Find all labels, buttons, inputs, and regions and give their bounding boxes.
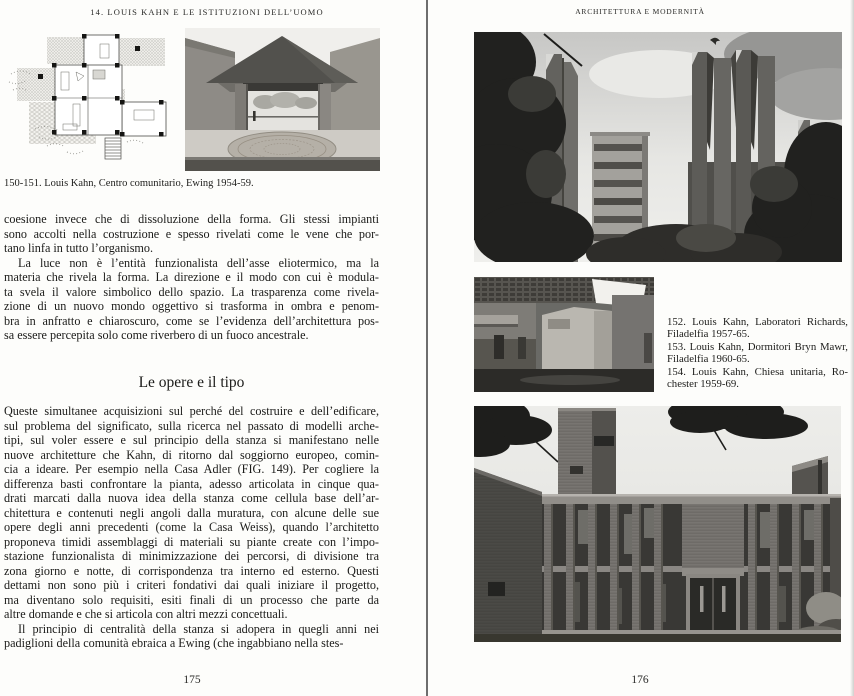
text-line: Il principio di centralità della stanza si adopera in quegli anni nei	[18, 621, 379, 636]
text-line: coesione invece che di dissoluzione della forma. Gli stessi impianti	[4, 212, 379, 226]
text-line: tipi, sul voler essere e sul principio della stanza si manifestano nelle	[4, 433, 379, 447]
text-line: 154. Louis Kahn, Chiesa unitaria, Ro-	[667, 365, 848, 378]
text-line: dettami non sono più i criteri fondativi dai quali iniziare il progetto,	[4, 578, 379, 592]
figure-captions-right	[667, 316, 848, 390]
entrance	[682, 504, 744, 636]
text-line: cia a ideare. Per esempio nella Casa Adler (FIG. 149). Per cogliere la	[4, 462, 379, 476]
figure-silhouette	[253, 111, 256, 121]
floor-plan-figure	[7, 34, 167, 163]
running-header-left: 14. LOUIS KAHN E LE ISTITUZIONI DELL’UOMO	[90, 7, 324, 17]
text-line: chitettura e contenuti negli angoli dalla muratura, con alcune delle sue	[4, 505, 379, 520]
text-line: sul problema del significato, sulla ricerca nel passato di modelli arche-	[4, 418, 379, 433]
text-line: stazione funzionalista di minimizzazione dei percorsi, di divisione tra	[4, 549, 379, 563]
page-number-left: 175	[183, 674, 201, 686]
text-line: bra in anfratto e chiaroscuro, come se l’evidenza dell’architettura pos-	[4, 313, 379, 328]
text-line: materia che rivela la forma. La direzione e il modo con cui è modula-	[4, 270, 379, 284]
body-text-block-1	[4, 212, 379, 343]
text-line: zione di un nuovo mondo oggettivo si trasforma in ombra e penom-	[4, 299, 379, 313]
text-line: sono accolti nella costruzione e spesso rivelati come le vene che por-	[4, 226, 379, 241]
text-line: altre domande e che si articola con altri mezzi concettuali.	[4, 607, 288, 621]
text-line: nuove architetture che Kahn, di ritorno dal soggiorno europeo, comin-	[4, 447, 379, 462]
text-line: opere degli anni precedenti (come la Casa Weiss), quando l’architetto	[4, 520, 379, 534]
richards-towers-photo	[474, 32, 842, 262]
central-block	[542, 307, 612, 369]
pavilion-photo	[185, 28, 380, 171]
section-heading: Le opere e il tipo	[138, 374, 245, 391]
text-line: Filadelfia 1957-65.	[667, 328, 750, 341]
text-line: Filadelfia 1960-65.	[667, 353, 750, 366]
text-line: ma diventano solo requisiti, esiti finali di un processo che parte da	[4, 592, 379, 607]
unitarian-church-photo	[474, 406, 841, 642]
text-line: Queste simultanee acquisizioni sul perché del costruire e dell’edificare,	[4, 404, 379, 418]
brick-tower	[558, 408, 616, 500]
brick-wall	[474, 468, 542, 642]
text-line: differenza basti confrontare la pianta, adesso articolata in cinque qua-	[4, 476, 379, 491]
text-line: zona giorno e notte, di corrispondenza tra interno ed esterno. Questi	[4, 563, 379, 578]
text-line: tano linfa in tutto l’organismo.	[4, 241, 154, 255]
page-number-right: 176	[631, 674, 649, 686]
page-divider-line	[426, 0, 428, 696]
text-line: 153. Louis Kahn, Dormitori Bryn Mawr,	[667, 340, 848, 353]
plan-hatch-area	[47, 37, 85, 64]
text-line: La luce non è l’entità funzionalista dell’asse eliotermico, ma la	[18, 255, 379, 270]
body-text-block-2	[4, 404, 379, 651]
text-line: padiglioni della comunità ebraica a Ewing (che ingabbiano nella stes-	[4, 636, 344, 650]
text-line: 152. Louis Kahn, Laboratori Richards,	[667, 316, 848, 328]
text-line: chester 1959-69.	[667, 378, 739, 391]
scan-edge-shadow	[850, 0, 854, 696]
text-line: sa essere percepita solo come riverbero di un fuoco ancestrale.	[4, 328, 309, 342]
text-line: proponeva timidi assemblaggi di materiali su piante create con l’impo-	[4, 534, 379, 549]
page-left	[0, 0, 426, 696]
running-header-right: ARCHITETTURA E MODERNITÀ	[575, 7, 705, 16]
bryn-mawr-interior-photo	[474, 277, 654, 392]
text-line: drati marcati dalla nuova idea della stanza come cellula base dell’ar-	[4, 491, 379, 505]
page-right	[429, 0, 854, 696]
plan-stairs	[105, 138, 121, 159]
text-line: ta svela il valore simbolico dello spazio. La trasparenza come rivela-	[4, 284, 379, 299]
figure-caption-left: 150-151. Louis Kahn, Centro comunitario, Ewing 1954-59.	[4, 178, 254, 189]
